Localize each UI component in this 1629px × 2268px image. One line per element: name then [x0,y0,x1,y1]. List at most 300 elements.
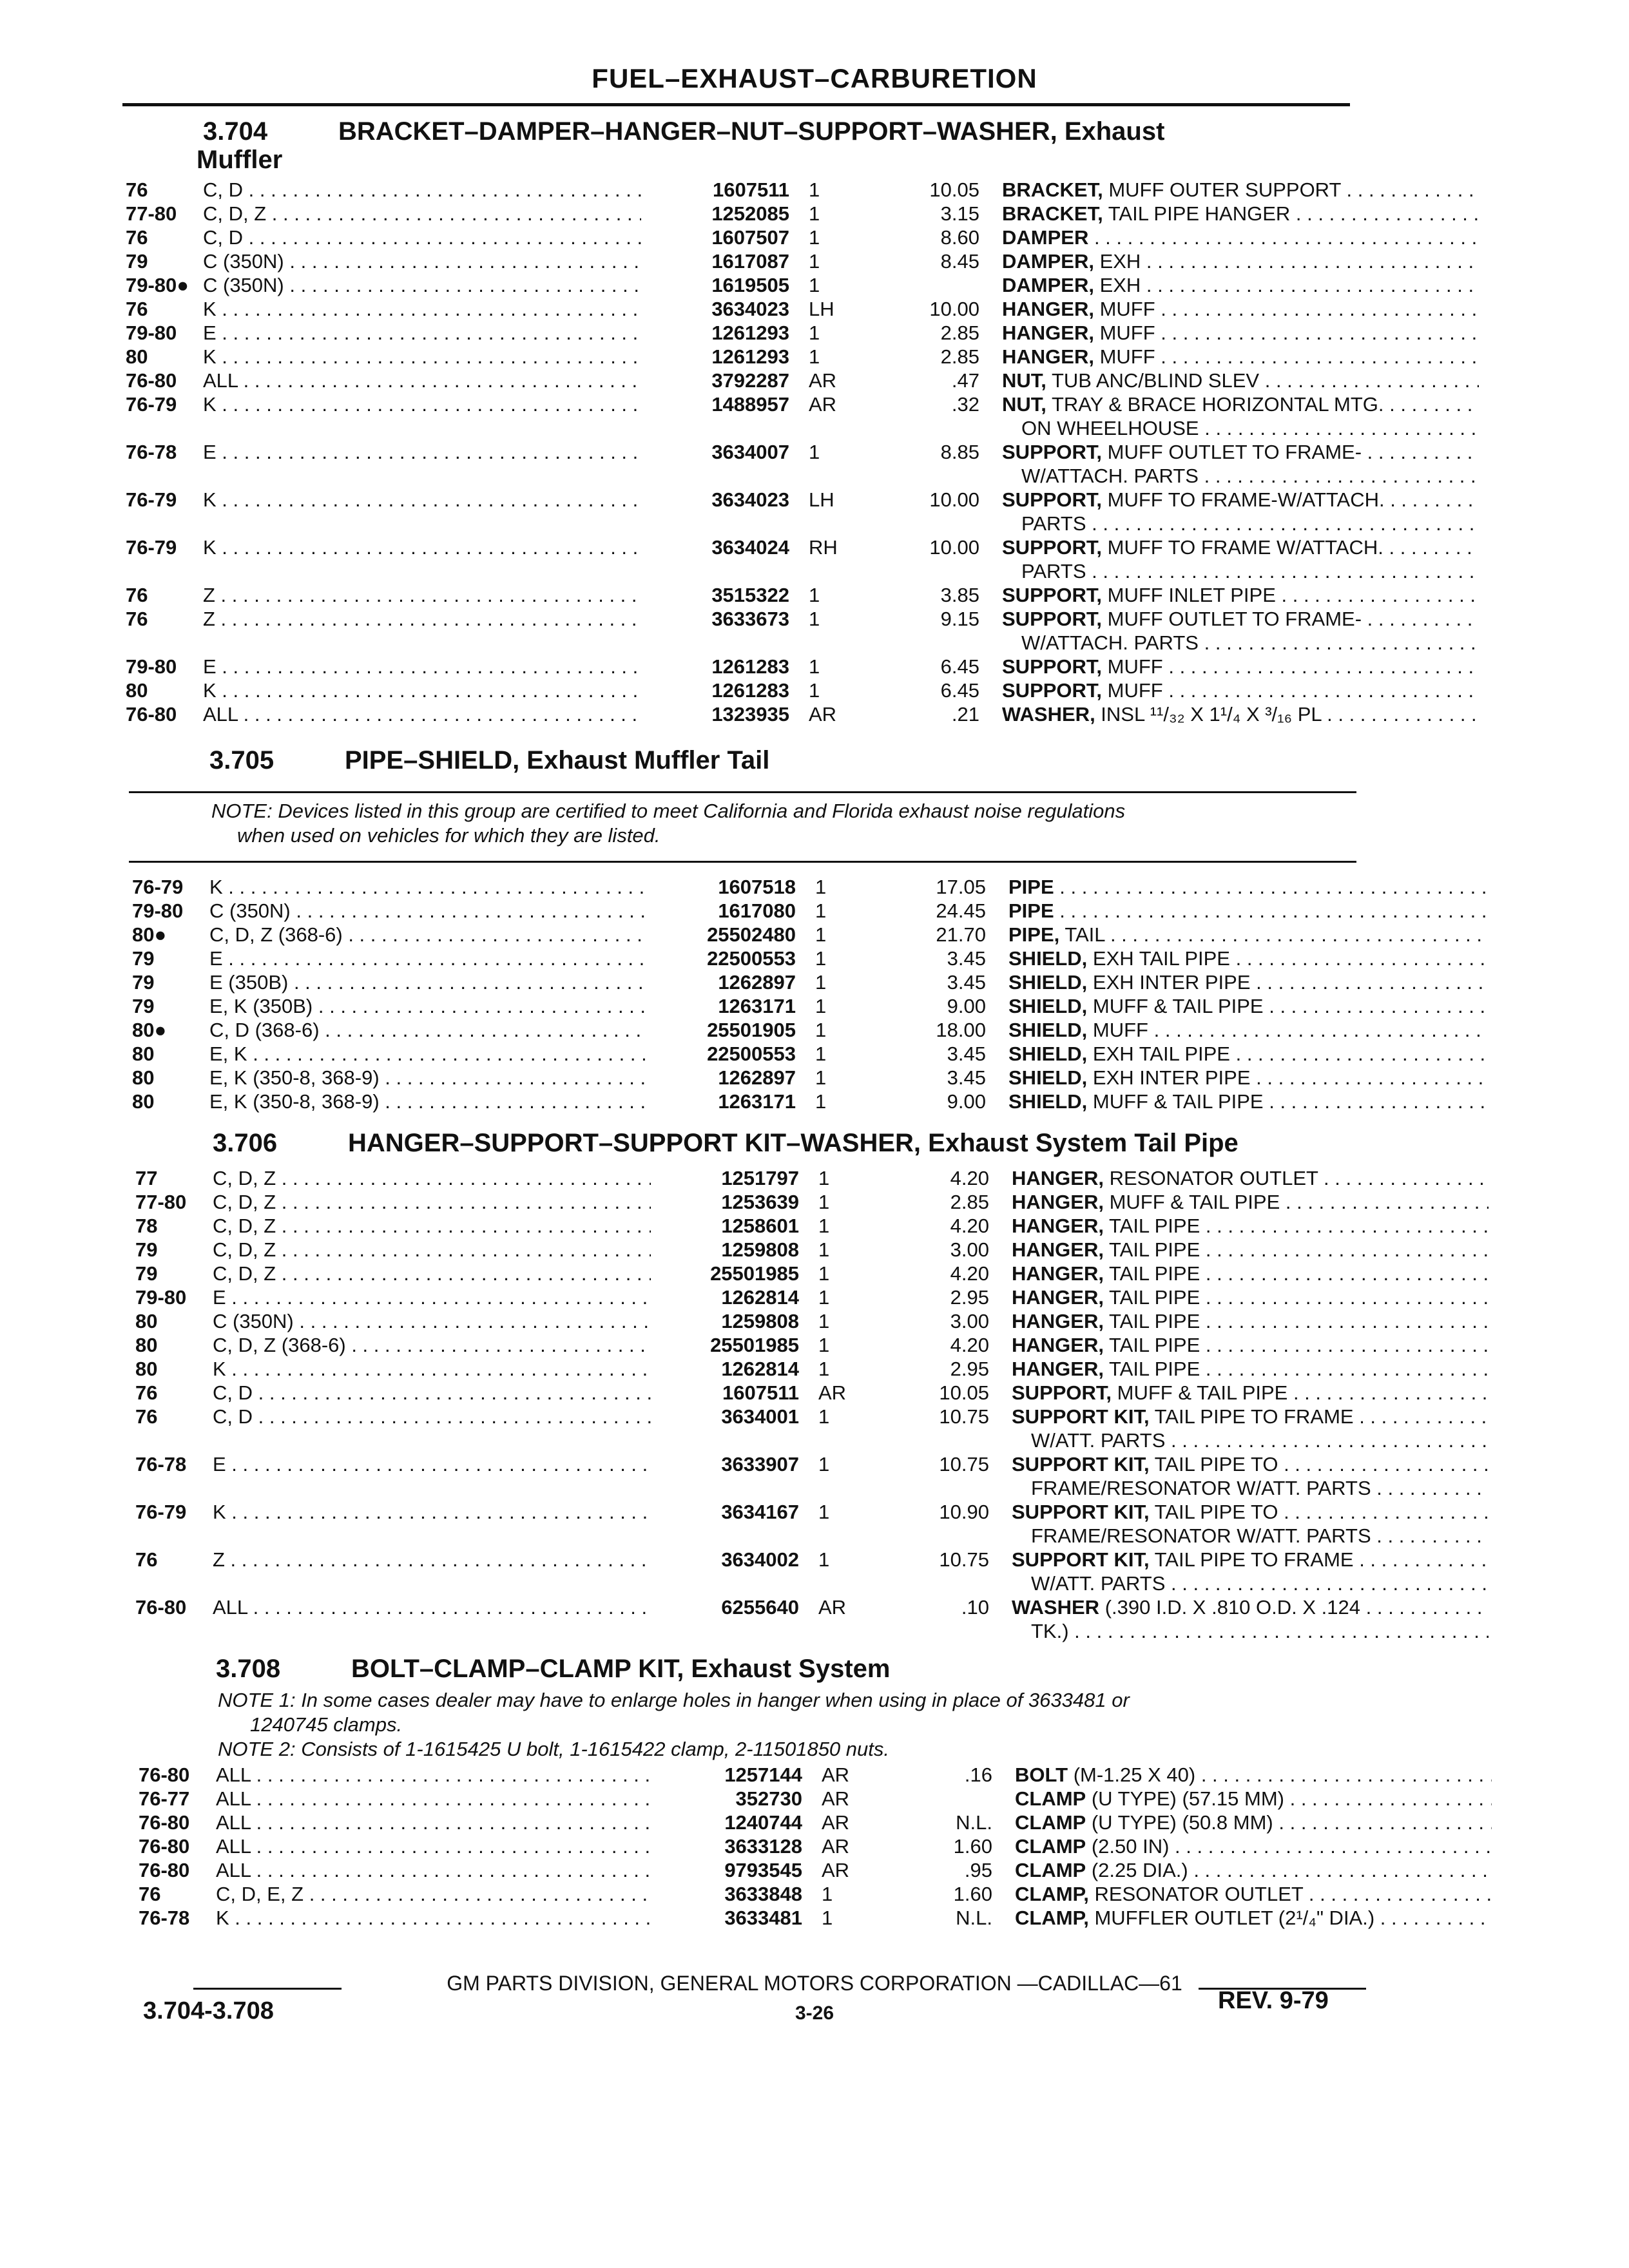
part-name: DAMPER, [1002,250,1094,273]
model-code: C (350N) . . . [213,1309,651,1333]
quantity: 1 [818,1215,830,1237]
model-year: 78 [135,1215,158,1237]
part-detail: MUFF & TAIL PIPE [1087,1090,1264,1113]
part-number: 1261293 [711,322,789,344]
model-code: E, K (350B) . . . [209,994,648,1018]
parts-row [132,875,1363,899]
quantity: AR [822,1763,850,1786]
model-year: 76 [135,1405,158,1428]
parts-row [126,535,1383,583]
model-code: C, D . . . [203,178,641,202]
price: .47 [951,369,979,392]
part-detail: MUFF TO FRAME W/ATTACH. [1102,536,1383,559]
part-number: 1607511 [722,1381,799,1404]
part-name: HANGER, [1002,322,1094,344]
model-year: 80 [132,1090,155,1113]
model-code: C, D, E, Z . . . [216,1882,654,1906]
parts-row [126,297,1356,321]
part-number: 1262814 [721,1358,799,1380]
model-code: Z . . . [203,583,641,607]
price: 3.45 [947,1043,986,1065]
quantity: AR [809,703,837,726]
part-description [1015,1858,1492,1882]
model-year: 79 [132,995,155,1017]
quantity: 1 [818,1238,830,1261]
parts-row-line [139,1906,1375,1930]
parts-row-line [135,1309,1366,1333]
quantity: 1 [815,1090,827,1113]
part-name: HANGER, [1012,1286,1104,1309]
part-name: PIPE, [1008,923,1060,946]
model-year: 79 [132,971,155,994]
parts-row [132,899,1363,923]
note-top-rule [129,791,1356,793]
parts-row-line [126,345,1356,369]
model-code: E, K (350-8, 368-9) . . . [209,1066,648,1090]
price: 10.90 [939,1501,989,1523]
part-description [1002,178,1479,202]
price: 4.20 [950,1215,989,1237]
quantity: 1 [815,899,827,922]
part-number: 3633481 [724,1907,802,1929]
price: .10 [961,1596,989,1619]
part-detail: TAIL PIPE HANGER [1103,202,1291,225]
quantity: 1 [815,876,827,898]
model-code: K . . . [203,392,641,416]
model-year: 80● [132,923,167,946]
part-description [1015,1906,1492,1930]
part-name: WASHER, [1002,703,1095,726]
part-detail: (M-1.25 X 40) [1068,1763,1196,1786]
parts-row-line [135,1333,1366,1357]
model-code: ALL . . . [203,702,641,726]
quantity: 1 [818,1405,830,1428]
part-description [1002,678,1479,702]
parts-list-3708 [139,1763,1375,1930]
part-description [1002,345,1479,369]
price: 2.85 [940,345,979,368]
part-description [1008,1090,1485,1113]
parts-row [132,1018,1363,1042]
header-rule [122,103,1350,106]
note-line: 1240745 clamps. [250,1713,403,1736]
part-description [1002,583,1479,607]
quantity: AR [822,1811,850,1834]
parts-row-line [126,226,1356,249]
part-number: 25501905 [707,1019,796,1041]
parts-row [139,1787,1369,1811]
quantity: 1 [818,1358,830,1380]
part-number: 1619505 [711,274,789,296]
model-code: ALL . . . [216,1787,654,1811]
parts-row-line [135,1595,1366,1619]
parts-row-line [126,273,1356,297]
parts-row [126,249,1356,273]
parts-row [126,202,1356,226]
quantity: AR [809,393,837,416]
part-description [1002,702,1479,726]
part-detail: MUFF & TAIL PIPE [1087,995,1264,1017]
model-code: K . . . [203,297,641,321]
part-name: SUPPORT, [1002,608,1103,630]
section-number: 3.708 [216,1655,281,1683]
part-description [1015,1834,1492,1858]
parts-row [139,1811,1369,1834]
part-detail: TAIL PIPE TO [1149,1501,1278,1523]
part-detail: TRAY & BRACE HORIZONTAL MTG. [1046,393,1384,416]
part-description [1008,1018,1485,1042]
model-code: K . . . [203,678,641,702]
part-number: 25501985 [710,1262,799,1285]
model-year: 76 [139,1883,161,1905]
price: 9.15 [940,608,979,630]
footer-page-number: 3-26 [795,2003,834,2024]
model-code: E . . . [213,1452,651,1476]
price: 10.05 [929,178,979,201]
model-code: E . . . [203,321,641,345]
part-description [1012,1190,1489,1214]
part-description [1015,1763,1492,1787]
description-continuation: FRAME/RESONATOR W/ATT. PARTS . . . [1031,1524,1489,1548]
price: 10.75 [939,1405,989,1428]
quantity: 1 [818,1310,830,1332]
model-code: C, D, Z . . . [213,1214,651,1238]
quantity: 1 [809,226,820,249]
description-continuation: ON WHEELHOUSE . . . [1021,416,1479,440]
price: 8.85 [940,441,979,463]
part-description [1012,1357,1489,1381]
model-year: 76-78 [135,1453,187,1475]
parts-row-line [139,1858,1369,1882]
quantity: 1 [818,1334,830,1356]
part-name: SHIELD, [1008,947,1088,970]
part-description [1002,249,1479,273]
part-description [1015,1882,1492,1906]
part-detail: RESONATOR OUTLET [1103,1167,1318,1189]
model-year: 76 [135,1381,158,1404]
parts-row-line [135,1214,1366,1238]
quantity: 1 [815,995,827,1017]
parts-row [139,1834,1369,1858]
part-name: HANGER, [1012,1310,1104,1332]
part-name: SUPPORT, [1002,488,1103,511]
price: 10.00 [929,488,979,511]
part-detail: (2.25 DIA.) [1086,1859,1188,1881]
parts-row [135,1214,1366,1238]
part-number: 1261283 [711,655,789,678]
parts-row [135,1548,1366,1595]
part-detail: TAIL PIPE [1103,1215,1200,1237]
model-year: 76-80 [139,1763,190,1786]
part-detail: (.390 I.D. X .810 O.D. X .124 [1099,1596,1361,1619]
quantity: 1 [809,322,820,344]
model-code: K . . . [203,345,641,369]
part-description [1012,1381,1489,1405]
part-number: 1607507 [711,226,789,249]
part-description [1002,273,1479,297]
price: 10.00 [929,536,979,559]
part-name: SHIELD, [1008,995,1088,1017]
part-description [1012,1500,1489,1524]
part-description [1002,297,1479,321]
parts-row-line [135,1190,1366,1214]
part-detail: MUFF INLET PIPE [1102,584,1276,606]
parts-row-line [126,321,1356,345]
parts-row-line [126,249,1356,273]
part-detail: TAIL PIPE TO [1149,1453,1278,1475]
part-detail: MUFF & TAIL PIPE [1103,1191,1280,1213]
parts-row-line [126,583,1356,607]
model-code: C, D . . . [213,1405,651,1428]
parts-row-continuation [126,512,1356,535]
part-number: 3633848 [724,1883,802,1905]
model-year: 76 [126,226,148,249]
part-detail: EXH [1094,250,1141,273]
part-detail: MUFF OUTER SUPPORT [1103,178,1341,201]
parts-row [135,1452,1371,1500]
price: 4.20 [950,1334,989,1356]
model-code: Z . . . [203,607,641,631]
part-detail: INSL ¹¹/₃₂ X 1¹/₄ X ³/₁₆ PL [1095,703,1322,726]
parts-row [135,1166,1366,1190]
part-number: 25502480 [707,923,796,946]
price: N.L. [956,1907,992,1929]
model-code: ALL . . . [216,1811,654,1834]
quantity: LH [809,488,834,511]
quantity: 1 [809,584,820,606]
parts-row [135,1190,1366,1214]
quantity: AR [822,1835,850,1858]
part-name: SUPPORT KIT, [1012,1405,1150,1428]
part-number: 3634023 [711,488,789,511]
part-number: 22500553 [707,947,796,970]
price: 3.00 [950,1310,989,1332]
parts-row-line [132,1066,1363,1090]
part-number: 1261293 [711,345,789,368]
model-year: 76-80 [139,1859,190,1881]
section-title: BRACKET–DAMPER–HANGER–NUT–SUPPORT–WASHER, Exhaust [338,117,1165,146]
part-number: 3634024 [711,536,789,559]
part-name: SUPPORT KIT, [1012,1501,1150,1523]
part-description [1015,1787,1492,1811]
model-code: ALL . . . [216,1763,654,1787]
parts-row-line [135,1166,1366,1190]
description-continuation: TK.) . . . [1031,1619,1489,1643]
quantity: 1 [809,178,820,201]
parts-row [126,702,1356,726]
model-code: K . . . [213,1357,651,1381]
part-detail: TAIL [1059,923,1105,946]
parts-row-line [126,202,1356,226]
note-bottom-rule [129,861,1356,863]
quantity: 1 [815,1066,827,1089]
model-code: E . . . [203,440,641,464]
part-number: 9793545 [724,1859,802,1881]
model-year: 76 [126,608,148,630]
part-number: 1263171 [718,995,796,1017]
parts-row-continuation [126,464,1356,488]
description-continuation: W/ATTACH. PARTS . . . [1021,464,1479,488]
parts-row-line [135,1262,1366,1285]
parts-row-line [135,1548,1366,1571]
model-year: 80 [132,1043,155,1065]
model-code: C (350N) . . . [209,899,648,923]
quantity: 1 [809,274,820,296]
parts-row-line [132,899,1363,923]
part-detail: EXH TAIL PIPE [1087,947,1230,970]
parts-row-line [132,875,1363,899]
model-year: 76-79 [132,876,184,898]
part-detail: MUFF OUTLET TO FRAME- [1102,608,1362,630]
parts-row-line [139,1811,1369,1834]
price: 9.00 [947,995,986,1017]
parts-row-line [126,488,1385,512]
parts-row-line [126,440,1362,464]
parts-row-line [135,1452,1366,1476]
price: 10.00 [929,298,979,320]
part-detail: TAIL PIPE [1103,1262,1200,1285]
model-code: C, D, Z . . . [213,1238,651,1262]
price: 3.00 [950,1238,989,1261]
model-year: 77-80 [126,202,177,225]
part-number: 6255640 [721,1596,799,1619]
parts-row-continuation [135,1571,1366,1595]
description-continuation: W/ATT. PARTS . . . [1031,1428,1489,1452]
part-name: BOLT [1015,1763,1068,1786]
part-detail: TUB ANC/BLIND SLEV [1046,369,1260,392]
footer-section-range: 3.704-3.708 [143,1997,274,2024]
parts-row [126,440,1362,488]
description-continuation: PARTS . . . [1021,559,1479,583]
quantity: 1 [815,1043,827,1065]
parts-row [135,1405,1366,1452]
part-detail: MUFF OUTLET TO FRAME- [1102,441,1362,463]
part-number: 1617080 [718,899,796,922]
price: 24.45 [936,899,986,922]
part-name: CLAMP [1015,1811,1086,1834]
part-name: CLAMP, [1015,1907,1089,1929]
part-name: HANGER, [1002,298,1094,320]
part-number: 3634001 [721,1405,799,1428]
parts-row-line [135,1238,1366,1262]
model-year: 80 [135,1310,158,1332]
model-code: ALL . . . [216,1834,654,1858]
part-description [1008,947,1485,970]
parts-row [139,1882,1369,1906]
part-description [1002,655,1479,678]
model-year: 79-80 [126,655,177,678]
parts-row [139,1858,1369,1882]
part-name: HANGER, [1012,1215,1104,1237]
section-number: 3.706 [213,1129,278,1157]
model-code: ALL . . . [203,369,641,392]
note-line: NOTE 1: In some cases dealer may have to enlarge holes in hanger when using in place of 3633481 or [218,1689,1130,1711]
parts-row [126,583,1356,607]
model-code: E (350B) . . . [209,970,648,994]
price: 2.85 [940,322,979,344]
part-name: DAMPER, [1002,274,1094,296]
part-detail: MUFF [1102,679,1163,702]
model-code: C, D . . . [203,226,641,249]
parts-row-line [132,970,1363,994]
part-description [1008,994,1485,1018]
quantity: AR [818,1596,847,1619]
quantity: AR [818,1381,847,1404]
price: 4.20 [950,1262,989,1285]
part-detail: MUFF TO FRAME-W/ATTACH. [1102,488,1385,511]
description-continuation: PARTS . . . [1021,512,1479,535]
model-year: 79-80 [135,1286,187,1309]
model-year: 76-79 [126,393,177,416]
price: 1.60 [953,1835,992,1858]
quantity: 1 [809,441,820,463]
part-detail: MUFF [1094,322,1155,344]
price: 3.15 [940,202,979,225]
part-detail: MUFF [1102,655,1163,678]
parts-row [139,1763,1369,1787]
parts-row [126,678,1356,702]
parts-row-line [139,1834,1369,1858]
parts-row [135,1309,1366,1333]
parts-row-continuation [135,1524,1371,1548]
price: 2.95 [950,1358,989,1380]
part-number: 3633907 [721,1453,799,1475]
model-code: E . . . [209,947,648,970]
parts-row-line [126,607,1362,631]
quantity: 1 [809,202,820,225]
part-description [1002,392,1479,416]
parts-row [135,1333,1366,1357]
description-continuation: FRAME/RESONATOR W/ATT. PARTS . . . [1031,1476,1489,1500]
quantity: AR [822,1859,850,1881]
section-3706-heading [213,1129,1239,1157]
part-name: WASHER [1012,1596,1100,1619]
price: 10.05 [939,1381,989,1404]
part-description [1015,1811,1492,1834]
part-description [1002,535,1479,559]
part-description [1008,923,1485,947]
part-description [1008,875,1485,899]
price: 3.85 [940,584,979,606]
section-number: 3.704 [203,117,268,146]
part-detail: MUFF [1094,298,1155,320]
model-year: 80 [135,1358,158,1380]
price: 9.00 [947,1090,986,1113]
part-detail: EXH [1094,274,1141,296]
model-year: 76-80 [135,1596,187,1619]
part-detail: RESONATOR OUTLET [1088,1883,1304,1905]
part-number: 1259808 [721,1238,799,1261]
note-line: NOTE 2: Consists of 1-1615425 U bolt, 1-1615422 clamp, 2-11501850 nuts. [218,1738,889,1760]
parts-row [135,1595,1366,1643]
part-name: PIPE [1008,876,1054,898]
section-title: PIPE–SHIELD, Exhaust Muffler Tail [345,746,770,774]
part-detail: TAIL PIPE [1103,1310,1200,1332]
parts-list-3705 [132,875,1363,1113]
part-number: 1262897 [718,971,796,994]
price: 21.70 [936,923,986,946]
part-number: 1258601 [721,1215,799,1237]
quantity: 1 [815,947,827,970]
price: 8.45 [940,250,979,273]
part-detail: TAIL PIPE TO FRAME [1149,1548,1354,1571]
part-description [1012,1333,1489,1357]
parts-row [139,1906,1375,1930]
model-code: K . . . [213,1500,651,1524]
price: 3.45 [947,947,986,970]
parts-row-continuation [135,1619,1366,1643]
part-name: SUPPORT, [1012,1381,1112,1404]
